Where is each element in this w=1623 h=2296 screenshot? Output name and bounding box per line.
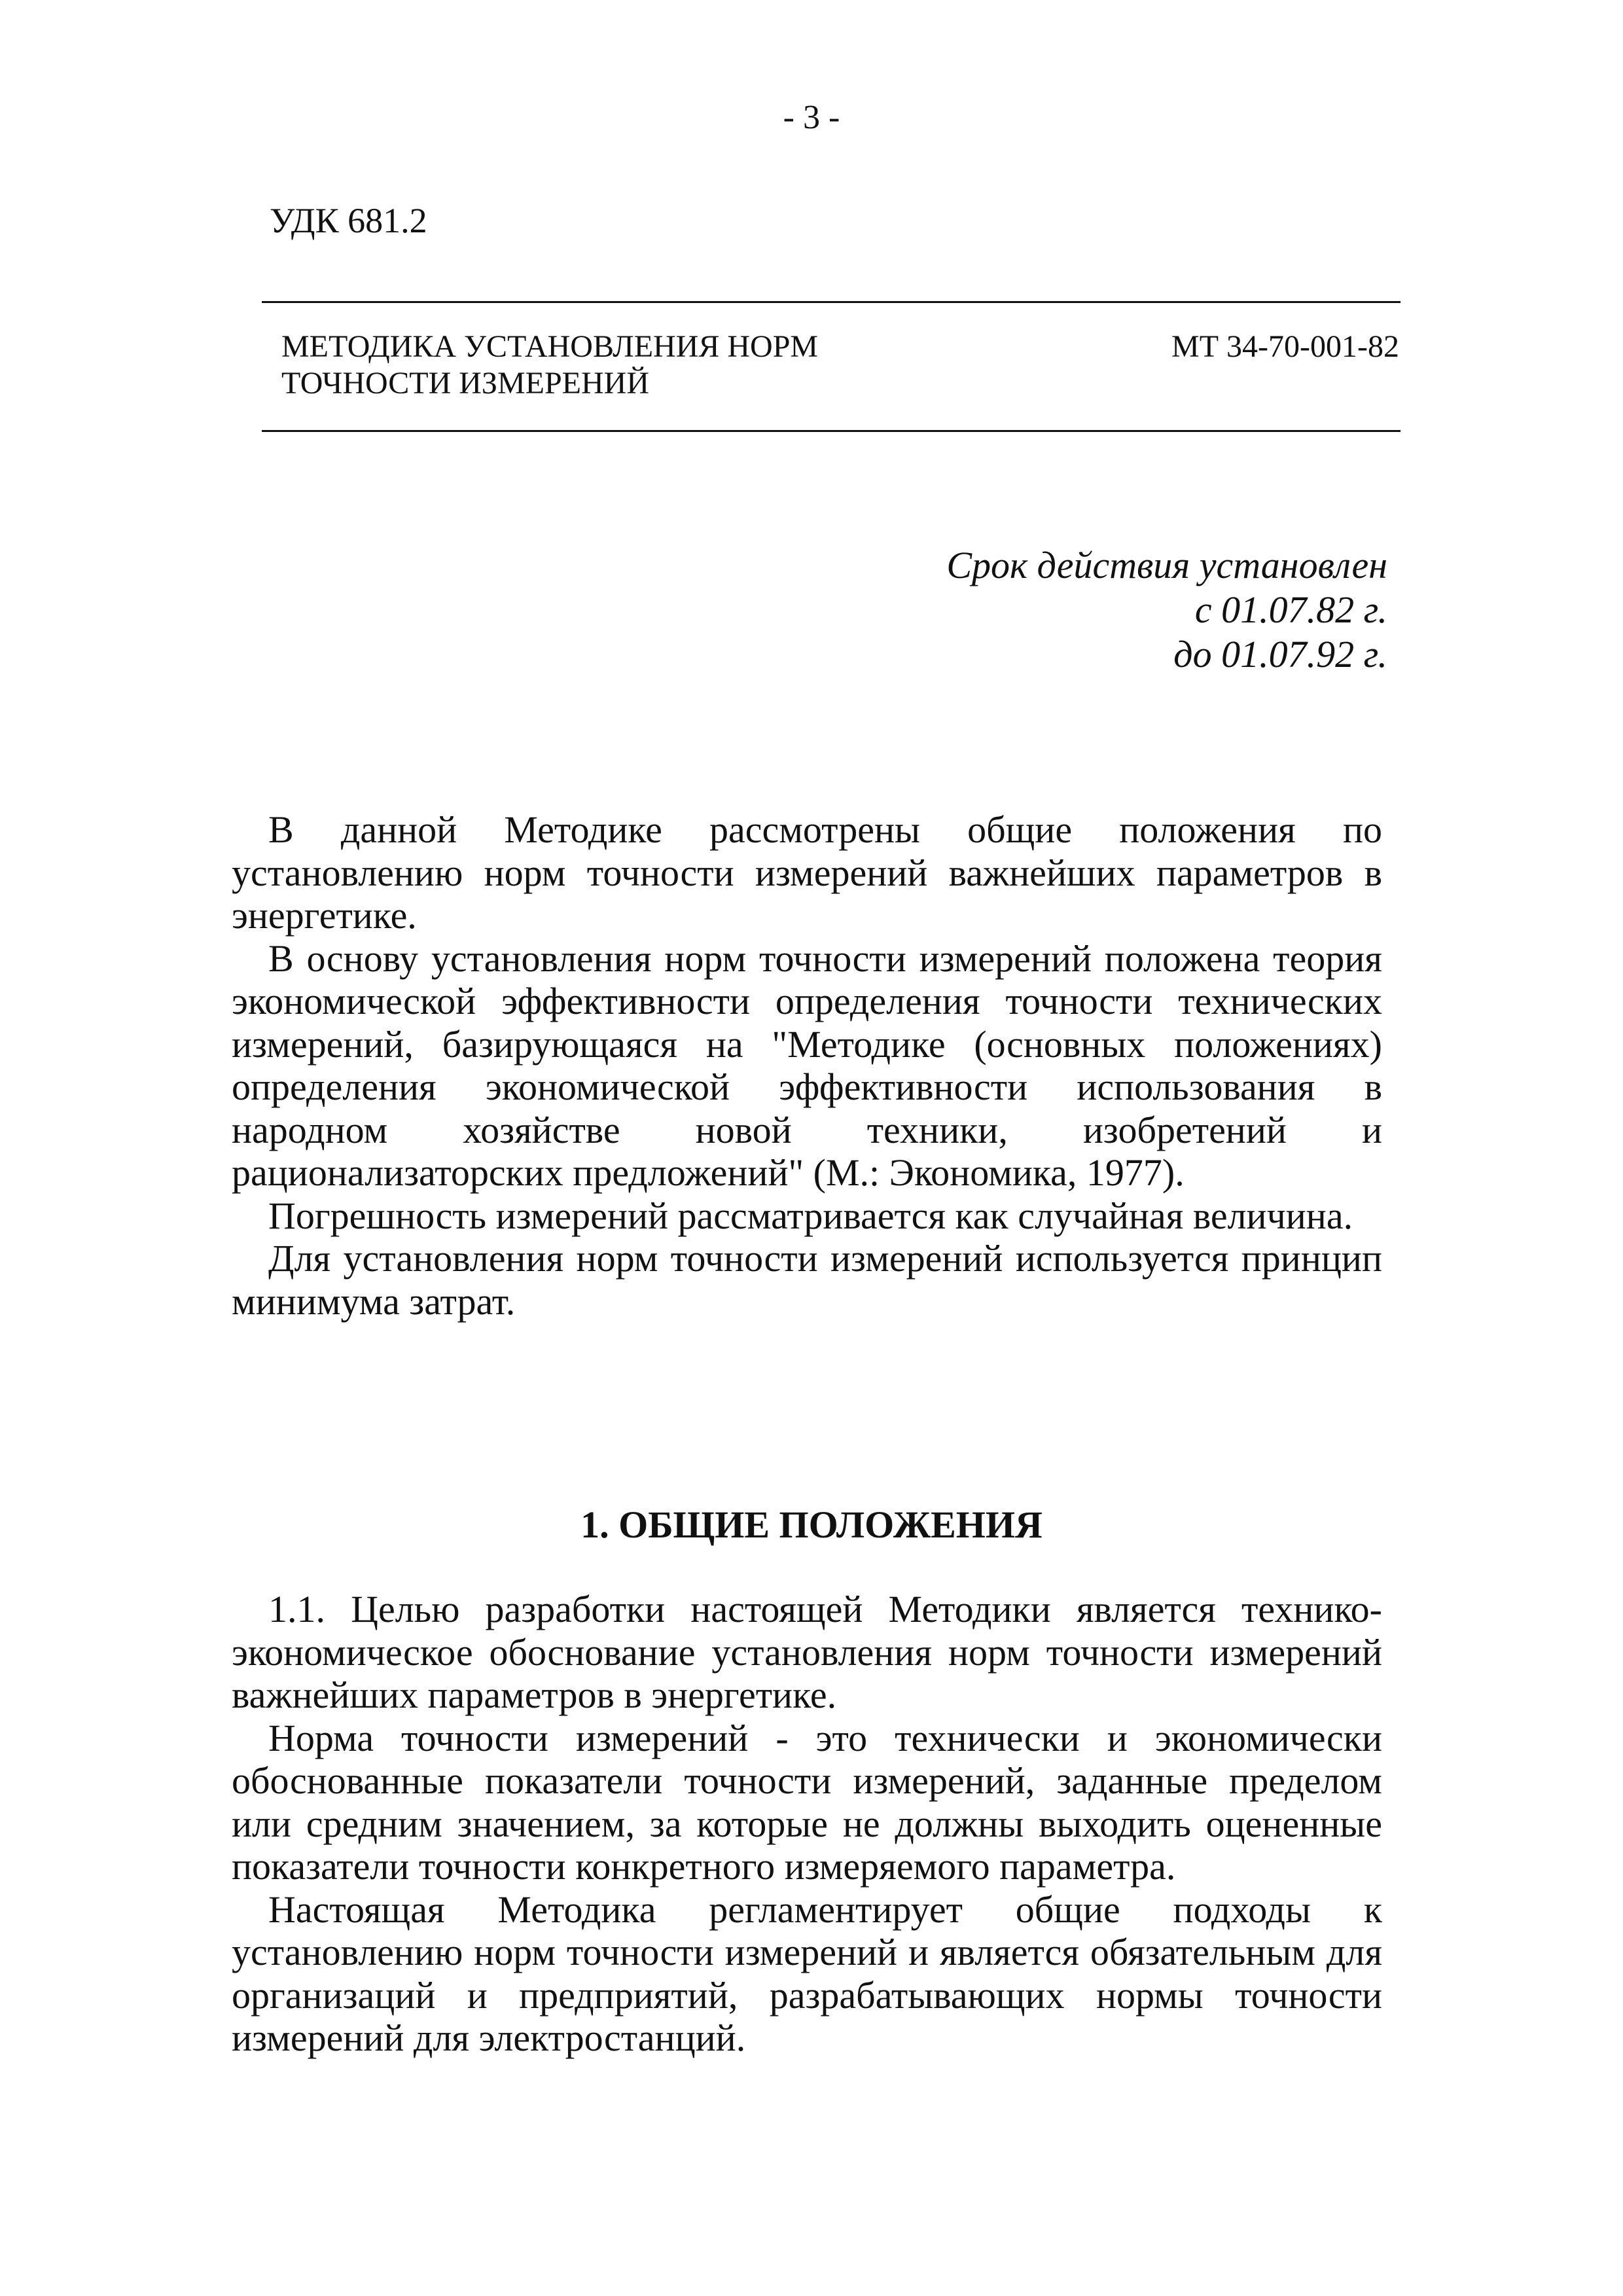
validity-line-2: с 01.07.82 г.: [1194, 588, 1387, 631]
header-rule-bottom: [262, 430, 1400, 432]
validity-line-1: Срок действия установлен: [946, 544, 1387, 586]
intro-paragraph: В данной Методике рассмотрены общие положения по установлению норм точности измерений важнейших параметров в энергетике.: [232, 808, 1382, 937]
document-title-line-2: ТОЧНОСТИ ИЗМЕРЕНИЙ: [281, 366, 649, 401]
intro-paragraph: В основу установления норм точности измерений положена теория экономической эффективности определения точности технических измерений, базирующаяся на "Методике (основных положениях) определения экономической эффективности использования в народном хозяйстве новой техники, изобретений и рационализаторских предложений" (М.: Экономика, 1977).: [232, 937, 1382, 1194]
section-heading: 1. ОБЩИЕ ПОЛОЖЕНИЯ: [580, 1503, 1043, 1546]
validity-period: [946, 543, 1387, 677]
intro-paragraph: Для установления норм точности измерений используется принцип минимума затрат.: [232, 1237, 1382, 1323]
header-rule-top: [262, 301, 1400, 303]
page-number: - 3 -: [783, 99, 840, 136]
section-paragraph: 1.1. Целью разработки настоящей Методики является технико-экономическое обоснование установления норм точности измерений важнейших параметров в энергетике.: [232, 1588, 1382, 1716]
intro-section: [232, 808, 1382, 1323]
intro-paragraph: Погрешность измерений рассматривается как случайная величина.: [268, 1194, 1353, 1237]
document-code: МТ 34-70-001-82: [1171, 329, 1399, 364]
section-paragraph: Настоящая Методика регламентирует общие подходы к установлению норм точности измерений и является обязательным для организаций и предприятий, разрабатывающих нормы точности измерений для электростанций.: [232, 1888, 1382, 2059]
validity-line-3: до 01.07.92 г.: [1173, 633, 1387, 675]
udk-code: УДК 681.2: [270, 201, 427, 240]
document-title: [281, 329, 1067, 402]
document-title-line-1: МЕТОДИКА УСТАНОВЛЕНИЯ НОРМ: [281, 329, 819, 364]
section-1-body: [232, 1588, 1382, 2060]
section-paragraph: Норма точности измерений - это технически и экономически обоснованные показатели точности измерений, заданные пределом или средним значением, за которые не должны выходить оцененные показатели точности конкретного измеряемого параметра.: [232, 1716, 1382, 1888]
